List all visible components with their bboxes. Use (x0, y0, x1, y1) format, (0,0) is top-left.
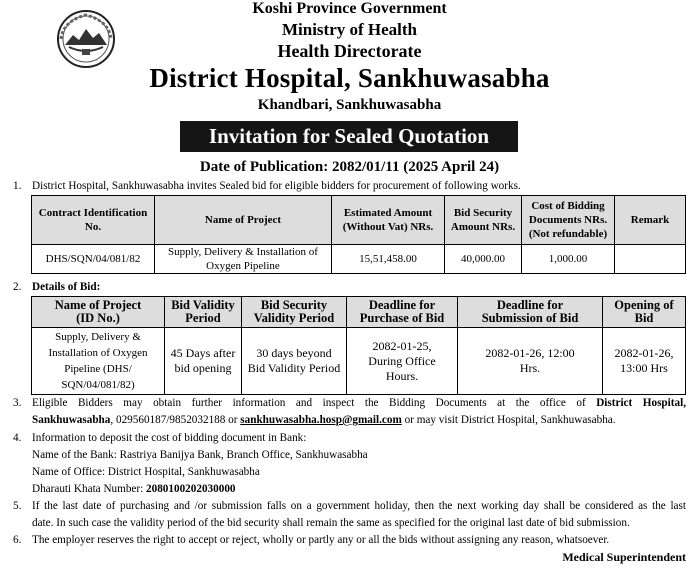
security-validity-cell: 30 days beyond Bid Validity Period (242, 328, 347, 395)
col-opening: Opening of Bid (603, 297, 686, 328)
table-row (32, 245, 686, 274)
bid-details-table (31, 296, 686, 395)
col-remark: Remark (615, 196, 686, 245)
email-link[interactable]: sankhuwasabha.hosp@gmail.com (240, 414, 402, 426)
col-contract-id: Contract Identification No. (32, 196, 155, 245)
col-bidding-cost: Cost of Bidding Documents NRs. (Not refundable) (522, 196, 615, 245)
item6-line1: The employer reserves the right to accept or reject, wholly or partly any or all the bids without assigning any reason, whatsoever. (32, 534, 610, 546)
item4-line3: Name of Office: District Hospital, Sankhuwasabha (32, 466, 260, 478)
table-row (32, 328, 686, 395)
opening-cell: 2082-01-26, 13:00 Hrs (603, 328, 686, 395)
item-number: 2. (13, 281, 22, 293)
col-bid-security: Bid Security Amount NRs. (445, 196, 522, 245)
col-project: Name of Project (155, 196, 332, 245)
item3-line1: Eligible Bidders may obtain further information and inspect the Bidding Documents at the office of District Hospital, (32, 397, 686, 409)
col-estimated-amount: Estimated Amount (Without Vat) NRs. (332, 196, 445, 245)
item-number: 6. (13, 534, 22, 546)
province-title: Koshi Province Government (252, 0, 447, 17)
item3-line2: Sankhuwasabha, 029560187/9852032188 or sankhuwasabha.hosp@gmail.com or may visit District Hospital, Sankhuwasabha. (32, 414, 616, 426)
directorate-title: Health Directorate (277, 41, 422, 61)
signature: Medical Superintendent (562, 550, 686, 564)
item-number: 5. (13, 500, 22, 512)
col-security-validity: Bid Security Validity Period (242, 297, 347, 328)
table-header-row (32, 297, 686, 328)
hospital-address: Khandbari, Sankhuwasabha (257, 97, 442, 113)
item2-text: Details of Bid: (32, 281, 101, 293)
remark-cell (615, 245, 686, 274)
col-project-id: Name of Project (ID No.) (32, 297, 165, 328)
col-bid-validity: Bid Validity Period (165, 297, 242, 328)
project-id-cell: Supply, Delivery & Installation of Oxygen Pipeline (DHS/ SQN/04/081/82) (32, 328, 165, 395)
publication-date: Date of Publication: 2082/01/11 (2025 April 24) (199, 159, 500, 175)
hospital-title: District Hospital, Sankhuwasabha (149, 63, 550, 93)
item5-line2: date. In such case the validity period of the bid security shall remain the same as specified for the original last date of bid submission. (32, 517, 630, 529)
item-number: 4. (13, 432, 22, 444)
contract-id-cell: DHS/SQN/04/081/82 (32, 245, 155, 274)
item4-line2: Name of the Bank: Rastriya Banijya Bank, Branch Office, Sankhuwasabha (32, 449, 368, 461)
item4-line4: Dharauti Khata Number: 2080100202030000 (32, 483, 236, 495)
estimate-cell: 15,51,458.00 (332, 245, 445, 274)
col-purchase-deadline: Deadline for Purchase of Bid (347, 297, 458, 328)
item5-line1: If the last date of purchasing and /or submission falls on a government holiday, then the next working day shall be considered as the last (32, 500, 686, 512)
cost-cell: 1,000.00 (522, 245, 615, 274)
col-submission-deadline: Deadline for Submission of Bid (458, 297, 603, 328)
item4-line1: Information to deposit the cost of bidding document in Bank: (32, 432, 307, 444)
item1-text: District Hospital, Sankhuwasabha invites Sealed bid for eligible bidders for procurement of following works. (32, 180, 521, 192)
bid-validity-cell: 45 Days after bid opening (165, 328, 242, 395)
item-number: 3. (13, 397, 22, 409)
notice-banner: Invitation for Sealed Quotation (180, 121, 518, 152)
table-header-row (32, 196, 686, 245)
ministry-title: Ministry of Health (281, 20, 418, 39)
project-cell: Supply, Delivery & Installation of Oxygen Pipeline (155, 245, 332, 274)
submission-deadline-cell: 2082-01-26, 12:00 Hrs. (458, 328, 603, 395)
item-number: 1. (13, 180, 22, 192)
contract-table (31, 195, 686, 274)
security-cell: 40,000.00 (445, 245, 522, 274)
purchase-deadline-cell: 2082-01-25, During Office Hours. (347, 328, 458, 395)
